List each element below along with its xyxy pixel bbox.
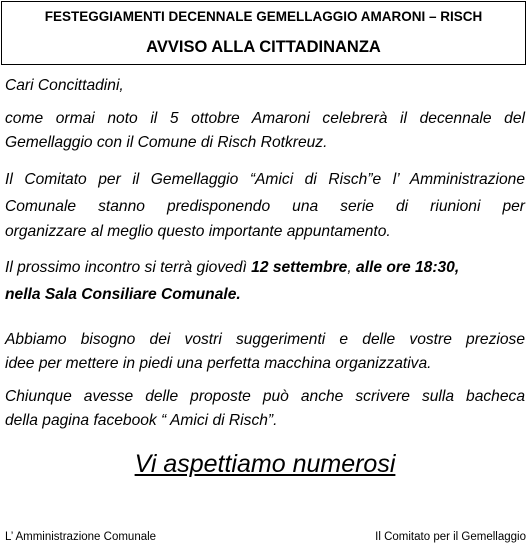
paragraph-4-line-2: idee per mettere in piedi una perfetta macchina organizzativa.: [5, 355, 432, 372]
paragraph-4-line-1: Abbiamo bisogno dei vostri suggerimenti e delle vostre preziose: [5, 331, 525, 348]
meeting-separator: ,: [347, 259, 357, 276]
paragraph-3-line-1: [5, 256, 525, 280]
meeting-intro: Il prossimo incontro si terrà giovedì: [5, 259, 252, 276]
paragraph-5-line-1: Chiunque avesse delle proposte può anche scrivere sulla bacheca: [5, 388, 525, 405]
paragraph-2-line-2: Comunale stanno predisponendo una serie di riunioni per: [5, 198, 525, 215]
signature-administration: L’ Amministrazione Comunale: [5, 531, 157, 543]
greeting: Cari Concittadini,: [5, 77, 124, 94]
meeting-place: nella Sala Consiliare Comunale.: [5, 286, 241, 303]
signature-committee: Il Comitato per il Gemellaggio: [375, 531, 526, 543]
meeting-time: alle ore 18:30,: [356, 259, 460, 276]
document-subtitle: AVVISO ALLA CITTADINANZA: [146, 38, 381, 56]
header-box: [1, 1, 526, 65]
paragraph-2-line-1: Il Comitato per il Gemellaggio “Amici di Risch”e l’ Amministrazione: [5, 171, 525, 188]
paragraph-1-line-1: come ormai noto il 5 ottobre Amaroni celebrerà il decennale del: [5, 110, 525, 127]
paragraph-3-line-2: [5, 283, 525, 307]
document-title: FESTEGGIAMENTI DECENNALE GEMELLAGGIO AMARONI – RISCH: [44, 9, 483, 24]
paragraph-1-line-2: Gemellaggio con il Comune di Risch Rotkreuz.: [5, 134, 328, 151]
paragraph-2-line-3: organizzare al meglio questo importante appuntamento.: [5, 223, 391, 240]
meeting-date: 12 settembre: [251, 259, 348, 276]
paragraph-5-line-2: della pagina facebook “ Amici di Risch”.: [5, 412, 278, 429]
closing-invitation: Vi aspettiamo numerosi: [134, 450, 396, 478]
